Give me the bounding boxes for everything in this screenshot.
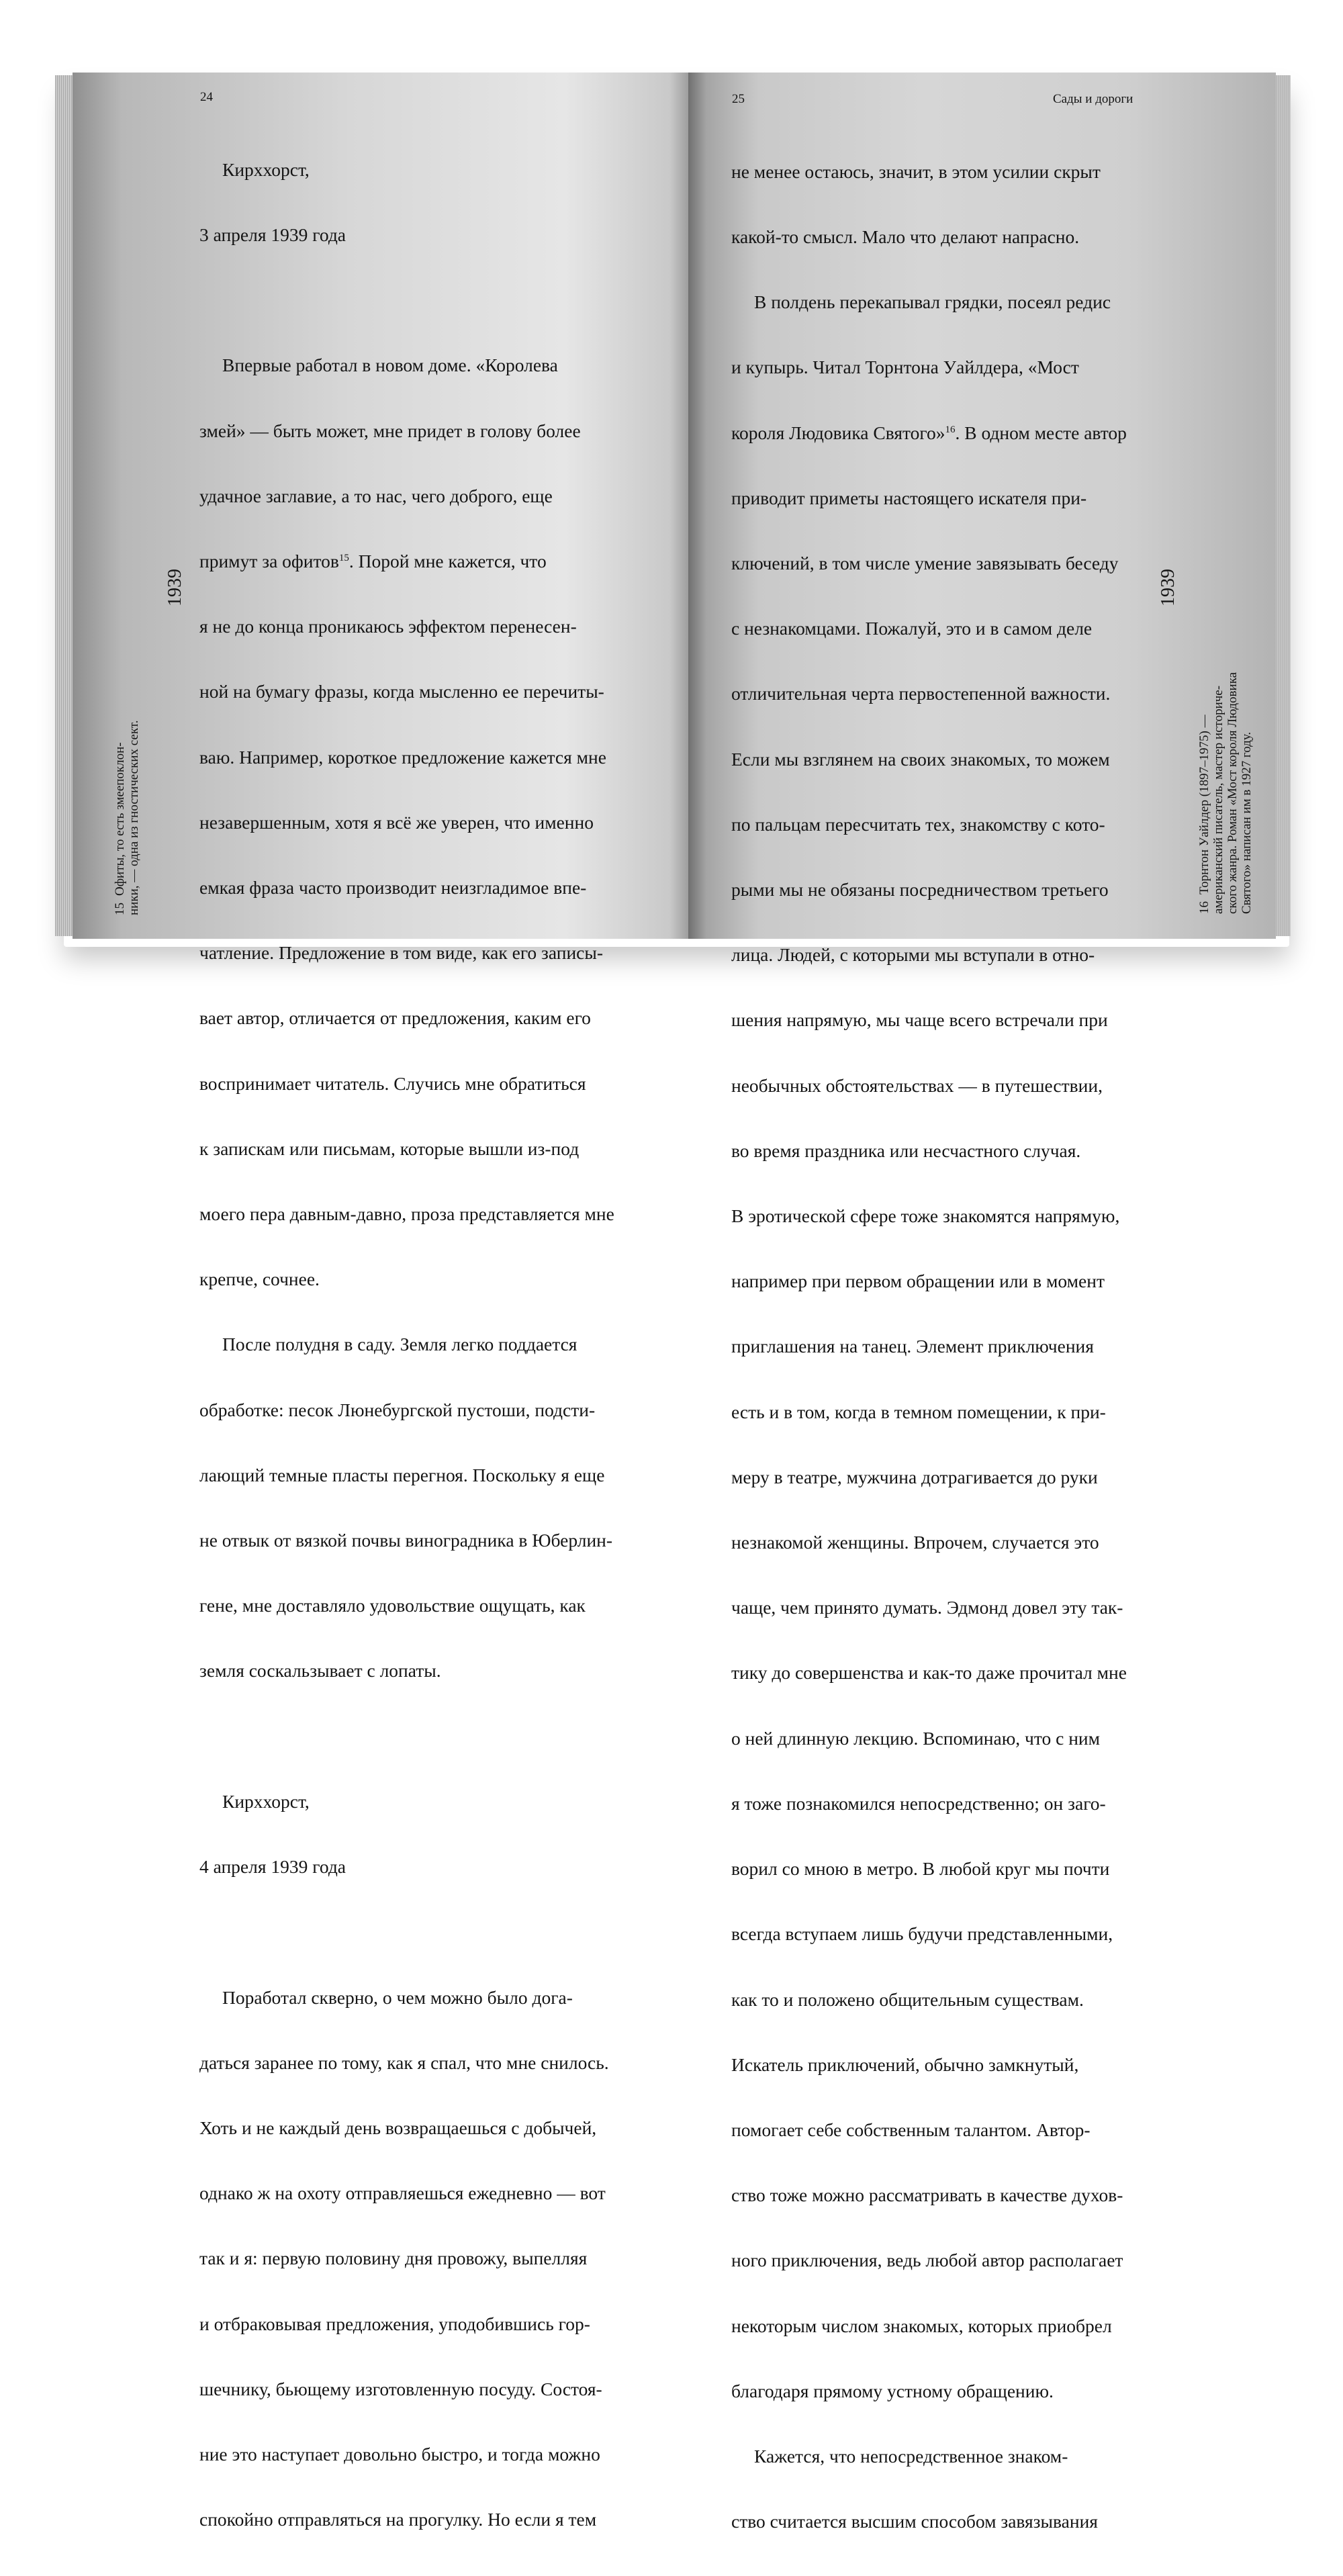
text-line: так и я: первую половину дня провожу, выпелляя	[199, 2248, 588, 2269]
text-line: гене, мне доставляло удовольствие ощущать, как	[199, 1595, 586, 1616]
text-line: спокойно отправляться на прогулку. Но если я тем	[199, 2509, 597, 2530]
text-line: Кажется, что непосредственное знаком-	[754, 2445, 1068, 2467]
text-line: есть и в том, когда в темном помещении, к при-	[731, 1401, 1106, 1422]
left-page	[73, 73, 688, 2530]
text-line: какой-то смысл. Мало что делают напрасно.	[731, 226, 1080, 248]
entry-2-date: 4 апреля 1939 года	[199, 1856, 346, 1878]
text-segment: короля Людовика Святого»	[731, 422, 945, 443]
text-line: Если мы взглянем на своих знакомых, то можем	[731, 748, 1110, 770]
text-line: воспринимает читатель. Случись мне обратиться	[199, 1072, 586, 1094]
text-line: моего пера давным-давно, проза представляется мне	[199, 1203, 614, 1225]
year-marker-right: 1939	[1158, 569, 1178, 606]
footnote-16-line1: Торнтон Уайлдер (1897–1975) —	[1197, 715, 1211, 894]
text-line: помогает себе собственным талантом. Автор-	[731, 2119, 1091, 2140]
text-line: необычных обстоятельствах — в путешествии,	[731, 1074, 1103, 1096]
text-line: Искатель приключений, обычно замкнутый,	[731, 2054, 1079, 2075]
text-line: змей» — быть может, мне придет в голову более	[199, 420, 581, 441]
footnote-16-line2: американский писатель, мастер историче-	[1211, 685, 1225, 914]
footnote-15	[113, 721, 141, 915]
text-line: ной на бумагу фразы, когда мысленно ее перечиты-	[199, 681, 604, 702]
text-line: к запискам или письмам, которые вышли из-под	[199, 1138, 580, 1159]
text-line: приводит приметы настоящего искателя при-	[731, 487, 1087, 508]
text-line: даться заранее по тому, как я спал, что мне снилось.	[199, 2052, 609, 2073]
text-line: земля соскальзывает с лопаты.	[199, 1660, 441, 1682]
text-line: лица. Людей, с которыми мы вступали в отно-	[731, 944, 1095, 966]
text-line: как то и положено общительным существам.	[731, 1988, 1084, 2010]
text-line: Поработал скверно, о чем можно было дога-	[222, 1986, 573, 2008]
text-line: благодаря прямому устному обращению.	[731, 2380, 1054, 2401]
text-line: ключений, в том числе умение завязывать беседу	[731, 553, 1119, 574]
text-line: вает автор, отличается от предложения, каким его	[199, 1007, 591, 1029]
text-line-with-footnote	[199, 551, 614, 572]
footnote-16	[1197, 672, 1254, 914]
text-line: я не до конца проникаюсь эффектом перенесен-	[199, 616, 577, 637]
text-line: некоторым числом знакомых, которых приобрел	[731, 2315, 1112, 2336]
text-line: незавершенным, хотя я всё же уверен, что именно	[199, 811, 594, 833]
text-line: чаще, чем принято думать. Эдмонд довел эту так-	[731, 1597, 1123, 1618]
text-line: по пальцам пересчитать тех, знакомству с кото-	[731, 813, 1105, 835]
text-line: о ней длинную лекцию. Вспоминаю, что с ним	[731, 1727, 1101, 1749]
text-line: не менее остаюсь, значит, в этом усилии скрыт	[731, 160, 1101, 182]
text-line: однако ж на охоту отправляешься ежедневно — вот	[199, 2182, 606, 2204]
footnote-15-line1: Офиты, то есть змеепоклон-	[113, 742, 127, 896]
text-line: обработке: песок Люнебургской пустоши, подсти-	[199, 1399, 596, 1420]
text-segment: примут за офитов	[199, 551, 339, 572]
text-line: Хоть и не каждый день возвращаешься с добычей,	[199, 2117, 597, 2138]
text-line: и отбраковывая предложения, уподобившись гор-	[199, 2313, 590, 2334]
text-line: ваю. Например, короткое предложение кажется мне	[199, 746, 606, 768]
text-line: шечнику, бьющему изготовленную посуду. Состоя-	[199, 2378, 602, 2399]
running-head: Сады и дороги	[1053, 92, 1133, 106]
footnote-16-line3: ского жанра. Роман «Мост короля Людовика	[1225, 672, 1240, 914]
entry-1-date: 3 апреля 1939 года	[199, 224, 346, 246]
entry-1-place: Кирххорст,	[222, 158, 310, 180]
text-line: После полудня в саду. Земля легко поддается	[222, 1334, 577, 1355]
text-line: лающий темные пласты перегноя. Поскольку я еще	[199, 1464, 605, 1485]
text-line: Впервые работал в новом доме. «Королева	[222, 355, 558, 376]
page-number-left: 24	[200, 90, 213, 104]
text-line: и купырь. Читал Торнтона Уайлдера, «Мост	[731, 357, 1079, 378]
text-line: чатление. Предложение в том виде, как его записы-	[199, 942, 604, 964]
text-line: например при первом обращении или в момент	[731, 1271, 1105, 1292]
text-line: не отвык от вязкой почвы виноградника в Юберлин-	[199, 1530, 613, 1551]
footnote-ref-16: 16	[945, 424, 956, 435]
left-page-body	[199, 116, 614, 2574]
footnote-15-number: 15	[113, 903, 127, 915]
text-line: всегда вступаем лишь будучи представленными,	[731, 1923, 1113, 1945]
text-line: ство считается высшим способом завязывания	[731, 2511, 1098, 2532]
text-line: во время праздника или несчастного случая.	[731, 1140, 1081, 1161]
footnote-16-line4: Святого» написан им в 1927 году.	[1240, 731, 1254, 914]
text-segment: . В одном месте автор	[955, 422, 1127, 443]
text-line: шения напрямую, мы чаще всего встречали при	[731, 1009, 1108, 1031]
text-line: ворил со мною в метро. В любой круг мы почти	[731, 1858, 1110, 1880]
right-page-body	[731, 118, 1127, 2576]
text-line: емкая фраза часто производит неизгладимое впе-	[199, 877, 587, 899]
text-line: приглашения на танец. Элемент приключения	[731, 1336, 1094, 1357]
text-line: В эротической сфере тоже знакомятся напрямую,	[731, 1205, 1120, 1227]
footnote-ref-15: 15	[338, 553, 349, 564]
text-line-with-footnote	[731, 422, 1127, 444]
text-segment: . Порой мне кажется, что	[349, 551, 547, 572]
right-page	[688, 73, 1276, 2532]
text-line: ство тоже можно рассматривать в качестве духов-	[731, 2184, 1123, 2206]
text-line: рыми мы не обязаны посредничеством третьего	[731, 879, 1109, 901]
entry-2-place: Кирххорст,	[222, 1790, 310, 1812]
text-line: меру в театре, мужчина дотрагивается до руки	[731, 1466, 1098, 1487]
text-line: отличительная черта первостепенной важности.	[731, 683, 1111, 704]
text-line: я тоже познакомился непосредственно; он заго-	[731, 1792, 1106, 1814]
footnote-16-number: 16	[1197, 901, 1211, 914]
page-number-right: 25	[732, 92, 745, 106]
text-line: удачное заглавие, а то нас, чего доброго, еще	[199, 485, 553, 506]
text-line: ного приключения, ведь любой автор располагает	[731, 2250, 1123, 2271]
text-line: тику до совершенства и как-то даже прочитал мне	[731, 1662, 1127, 1684]
text-line: ние это наступает довольно быстро, и тогда можно	[199, 2443, 600, 2465]
text-line: незнакомой женщины. Впрочем, случается это	[731, 1532, 1099, 1553]
footnote-15-line2: ники, — одна из гностических сект.	[127, 720, 141, 915]
text-line: В полдень перекапывал грядки, посеял редис	[754, 291, 1111, 313]
text-line: с незнакомцами. Пожалуй, это и в самом деле	[731, 618, 1093, 639]
text-line: крепче, сочнее.	[199, 1269, 320, 1290]
year-marker-left: 1939	[165, 569, 185, 606]
